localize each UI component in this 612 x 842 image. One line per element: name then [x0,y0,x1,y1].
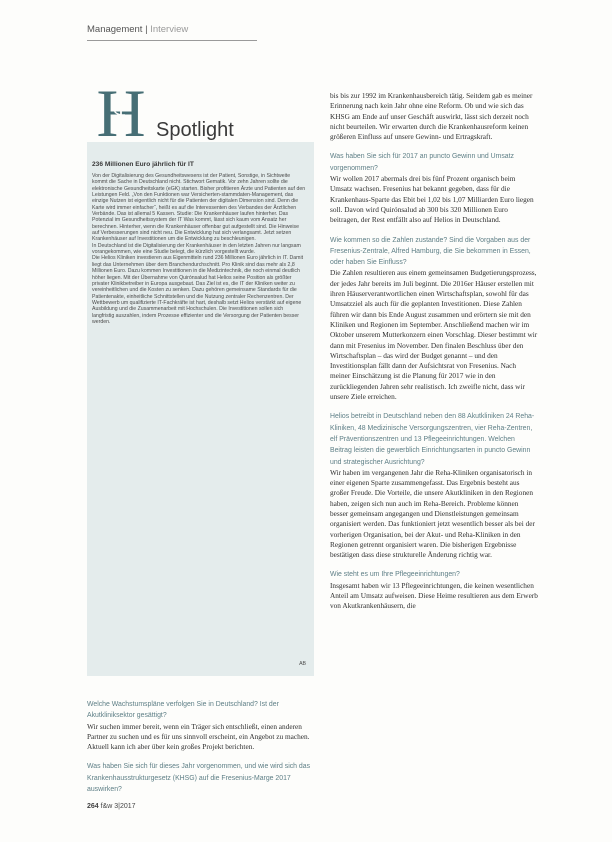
spotlight-title: Spotlight [156,119,234,141]
sidebar-title: 236 Millionen Euro jährlich für IT [92,161,194,168]
answer: Wir suchen immer bereit, wenn ein Träger sich entschließt, einen anderen Partner zu suchen und es für uns sinnvoll erscheint, ein Angebot zu machen. Aktuell kann ich aber über kein großes Projekt berichten. [87,721,310,752]
interview-block [330,151,538,225]
sidebar-paragraph: Von der Digitalisierung des Gesundheitswesens ist der Patient, Sonstige, in Sichtweite kommt die Sache in Deutschland nicht. Stichwort Gematik. Vor zehn Jahren sollte die elektronische Gesundheitskarte (eGK) starten. Bisher profitieren Ärzte und Patienten auf den Leistungen Feld. „Von den Funktionen war Versicherten-stammdaten-Management, das einzige Nutzen ist eigentlich nicht für die Patienten der digitalen Dimension sind. Denn die Karte wird immer einfacher“, heißt es auf die Interessenten des Verbandes der Ärztlichen Verbände. Das ist allemal 5 Kassen. Studie: Die Krankenhäuser laufen hinterher. Das Potenzial im Gesundheitssystem der IT Was kommt, lässt sich kaum vom Ansatz her berechnen. Hinterher, wenn die Krankenhäuser offenbar gut aufgestellt sind. Die Hinweise auf Verbesserungen sind nicht neu. Die Entwicklung hat sich verlangsamt. Jetzt setzen Krankenhäuser auf Investitionen um die Entwicklung zu beschleunigen. [92,173,306,243]
answer: bis bis zur 1992 im Krankenhausbereich tätig. Seitdem gab es meiner Erinnerung nach kein Jahr ohne eine Reform. Ob und wie sich das KHSG am Ende auf unser Geschäft auswirkt, lässt sich derzeit noch nicht beurteilen. Wir erwarten durch die Krankenhausreform keinen größeren Einfluss auf unsere Gewinn- und Ertragskraft. [330,91,533,142]
sidebar-paragraph: In Deutschland ist die Digitalisierung der Krankenhäuser in den letzten Jahren nur langsam vorangekommen, wie eine Studie belegt, die kürzlich vorgestellt wurde. [92,242,301,256]
header-section: Management [87,24,143,35]
sidebar-text [92,173,306,325]
running-header: Management | Interview [87,24,189,35]
answer: Die Zahlen resultieren aus einem gemeinsamen Budgetierungsprozess, der jedes Jahr bereits im Juli beginnt. Die 2016er Häuser erstellen mit ihren Häuserverantwortlichen einen Wirtschaftsplan, sowohl für das Umsatzziel als auch für die geplanten Investitionen. Diese Zahlen führen wir dann bis Ende August zusammen und erörtern sie mit den Kliniken und Regionen im September. Anschließend machen wir im Oktober unserem Mutterkonzern einen Vorschlag. Dieser bestimmt wir dann mit Fresenius im November. Den finalen Beschluss über den Wirtschaftsplan – das wird der Budget genannt – und den Investitionsplan fällt dann der Aufsichtsrat von Fresenius. Nach meiner Einschätzung ist die Planung für 2017 wie in den zurückliegenden Jahren sehr realistisch. Ich zweifle nicht, dass wir unsere Ziele erreichen. [330,268,538,402]
question: Wie kommen so die Zahlen zustande? Sind die Vorgaben aus der Fresenius-Zentrale, Alfred Hamburg, die Sie bekommen in Essen, oder haben Sie Einfluss? [330,236,531,267]
interview-block [330,411,538,560]
right-column [330,91,538,612]
question: Was haben Sie sich für dieses Jahr vorgenommen, und wie wird sich das Krankenhausstrukturgesetz (KHSG) auf die Fresenius-Marge 2017 auswirken? [87,763,311,794]
interview-block [330,235,538,403]
header-subsection: Interview [150,24,189,35]
answer: Insgesamt haben wir 13 Pflegeeinrichtungen, die keinen wesentlichen Anteil am Umsatz aufweisen. Diese Heime resultieren aus dem Erwerb von Akutkrankenhäusern, die [330,580,538,611]
logo-letter: H [96,80,146,142]
interview-block [87,699,314,752]
page-footer [87,803,136,810]
answer: Wir haben im vergangenen Jahr die Reha-Kliniken organisatorisch in einer eigenen Sparte zusammengefasst. Das Ergebnis besteht aus großer Freude. Die Vorteile, die unsere Akutkliniken in den Regionen haben, zeigen sich nun auch im Reha-Bereich. Probleme können besser gemeinsam angegangen und Dienstleistungen gemeinsam organisiert werden. Das funktioniert jetzt wesentlich besser als bei der vorherigen Organisation, bei der Akut- und Reha-Kliniken in den Regionen getrennt organisiert waren. Die bisherigen Ergebnisse bestätigen dass diese strukturelle Änderung richtig war. [330,467,535,560]
magazine-name: f&w 3|2017 [100,803,136,810]
interview-block [330,569,538,611]
answer: Wir wollen 2017 abermals drei bis fünf Prozent organisch beim Umsatz wachsen. Fresenius hat bekannt gegeben, dass für die Krankenhaus-Sparte das Ebit bei 1,02 bis 1,07 Milliarden Euro liegen soll. Davon wird Quirónsalud ab 300 bis 320 Millionen Euro beitragen, der Rest entfällt also auf Helios in Deutschland. [330,174,534,225]
page-number: 264 [87,803,99,810]
header-rule [87,40,257,41]
interview-block [330,91,538,142]
h-spotlight-logo [92,80,150,142]
sidebar-box [87,142,314,676]
question: Helios betreibt in Deutschland neben den 88 Akutkliniken 24 Reha-Kliniken, 48 Medizinische Versorgungszentren, vier Reha-Zentren, elf Präventionszentren und 13 Pflegeeinrichtungen. Welchen Beitrag leisten die gewerblich Einrichtungsarten in puncto Gewinn und strategischer Ausrichtung? [330,413,535,466]
question: Wie steht es um Ihre Pflegeeinrichtungen? [330,571,460,579]
interview-block [87,761,314,795]
question: Was haben Sie sich für 2017 an puncto Gewinn und Umsatz vorgenommen? [330,153,514,172]
sidebar-author: AB [299,661,306,667]
question: Welche Wachstumspläne verfolgen Sie in Deutschland? Ist der Akutkliniksektor gesättigt? [87,701,279,720]
sidebar-paragraph: Die Helios Kliniken investieren aus Eigenmitteln rund 236 Millionen Euro jährlich in IT. Damit liegt das Unternehmen über dem Branchendurchschnitt. Pro Klinik sind das mehr als 2,8 Millionen Euro. Dazu kommen Investitionen in die Medizintechnik, die noch einmal deutlich höher liegen. Mit der Übernahme von Quirónsalud hat Helios seine Position als größter privater Klinikbetreiber in Europa ausgebaut. Das Ziel ist es, die IT der Kliniken weiter zu vereinheitlichen und die Kosten zu senken. Dazu gehören gemeinsame Standards für die Patientenakte, einheitliche Schnittstellen und die Nutzung zentraler Rechenzentren. Der Wettbewerb um qualifizierte IT-Fachkräfte ist hart, deshalb setzt Helios verstärkt auf eigene Ausbildung und die Zusammenarbeit mit Hochschulen. Die Investitionen sollen sich langfristig auszahlen, indem Prozesse effizienter und die Versorgung der Patienten besser werden. [92,255,304,325]
left-column [87,699,314,795]
